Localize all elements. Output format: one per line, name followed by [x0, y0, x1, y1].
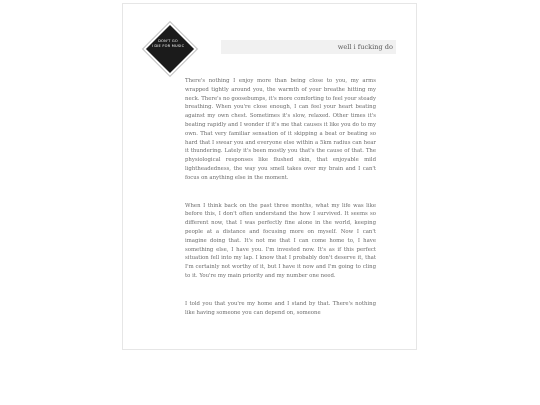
logo-text-line2: I DIE FOR MUSIC	[151, 44, 185, 48]
post-title: well i fucking do	[221, 40, 396, 54]
post-paragraph: When I think back on the past three months, what my life was like before this, I don't often understand the how I survived. It seems so different now, that I was perfectly fine alone in the world, keeping people at a distance and focusing more on myself. Now I can't imagine doing that. It's not me that I can come home to, I have something else, I have you. I'm invested now. It's as if this perfect situation fell into my lap. I know that I probably don't deserve it, that I'm certainly not worthy of it, but I have it now and I'm going to cling to it. You're my main priority and my number one need.	[185, 202, 376, 279]
post-paragraph: There's nothing I enjoy more than being close to you, my arms wrapped tightly around you, the warmth of your breathe hitting my neck. There's no goosebumps, it's more comforting to feel your steady breathing. When you're close enough, I can feel your heart beating against my own chest. Sometimes it's slow, relaxed. Other times it's beating rapidly and I wonder if it's me that causes it like you do to my own. That very familiar sensation of it skipping a beat or beating so hard that I swear you and everyone else within a 5km radius can hear it thundering. Lately it's been mostly you that's the cause of that. The physiological responses like flushed skin, that enjoyable mild lightheadedness, the way you smell takes over my brain and I can't focus on anything else in the moment.	[185, 78, 376, 181]
logo-text[interactable]	[147, 39, 189, 49]
post-body	[185, 77, 376, 329]
post-paragraph: I told you that you're my home and I stand by that. There's nothing like having someone you can depend on, someone	[185, 300, 376, 316]
logo-text-line1: DON'T GO	[158, 39, 178, 43]
